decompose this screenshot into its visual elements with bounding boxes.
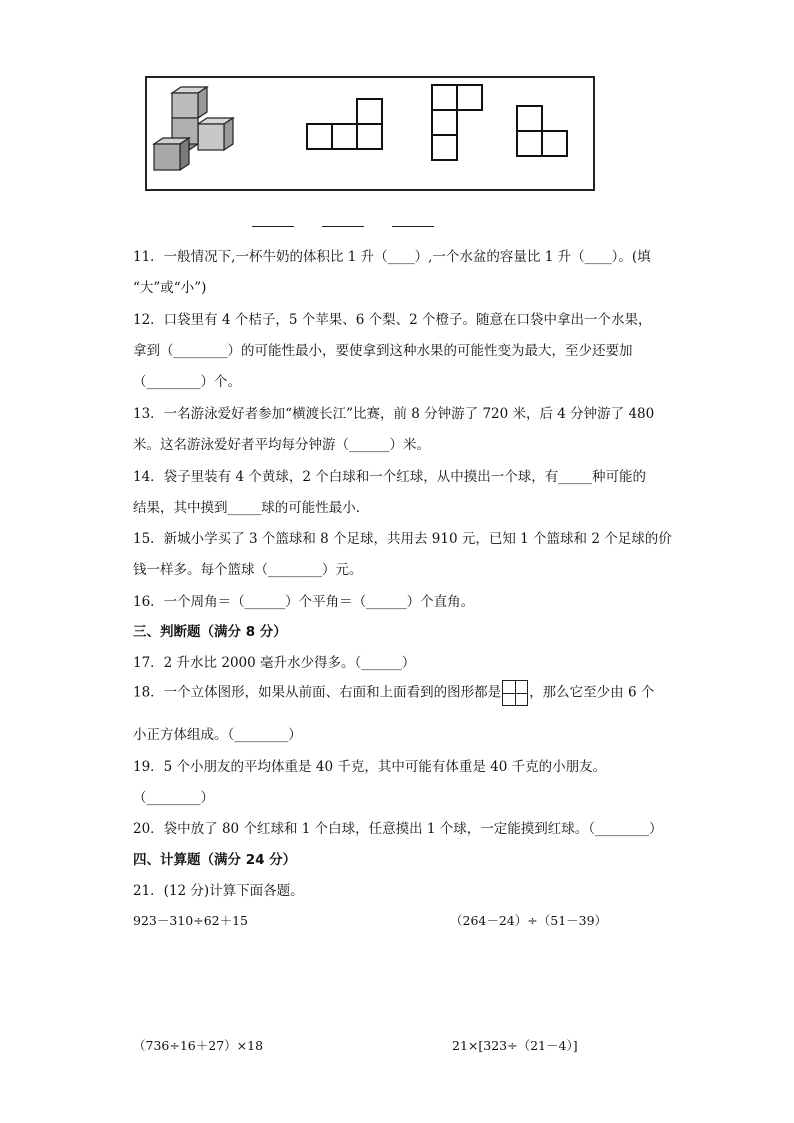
front-view-drawing xyxy=(307,99,382,149)
top-view-drawing xyxy=(517,106,567,156)
views-figure xyxy=(147,78,593,189)
question-12-line-2: 拿到（________）的可能性最小，要使拿到这种水果的可能性变为最大，至少还要加 xyxy=(133,343,633,359)
question-18-line-2: 小正方体组成。（________） xyxy=(133,727,302,743)
question-19-line-2: （________） xyxy=(133,790,214,806)
calc-expression-4: 21×[323÷（21－4）] xyxy=(452,1038,578,1053)
question-14-line-1: 14．袋子里装有 4 个黄球，2 个白球和一个红球，从中摸出一个球，有_____种可能的 xyxy=(133,469,646,485)
question-13-line-2: 米。这名游泳爱好者平均每分钟游（______）米。 xyxy=(133,437,430,453)
answer-blank-1[interactable] xyxy=(252,226,294,227)
question-17-line-1: 17．2 升水比 2000 毫升水少得多。（______） xyxy=(133,655,416,671)
grid-square-icon xyxy=(502,680,528,706)
question-12-line-3: （________）个。 xyxy=(133,374,241,390)
question-21-line-1: 21．(12 分)计算下面各题。 xyxy=(133,883,304,899)
calc-expression-1: 923－310÷62＋15 xyxy=(133,913,249,928)
answer-blank-3[interactable] xyxy=(392,226,434,227)
section-4-title: 四、计算题（满分 24 分） xyxy=(133,852,297,868)
side-view-drawing xyxy=(432,85,482,160)
question-11-line-2: “大”或“小”) xyxy=(133,280,207,296)
question-15-line-1: 15．新城小学买了 3 个篮球和 8 个足球，共用去 910 元，已知 1 个篮球和 2 个足球的价 xyxy=(133,531,672,547)
question-18-line-1 xyxy=(133,680,654,706)
question-19-line-1: 19．5 个小朋友的平均体重是 40 千克，其中可能有体重是 40 千克的小朋友。 xyxy=(133,759,607,775)
question-15-line-2: 钱一样多。每个篮球（________）元。 xyxy=(133,562,363,578)
question-18-text-b: ，那么它至少由 6 个 xyxy=(529,684,655,701)
answer-blank-2[interactable] xyxy=(322,226,364,227)
calc-expression-2: （264－24）÷（51－39） xyxy=(450,913,608,928)
question-18-text-a: 18．一个立体图形，如果从前面、右面和上面看到的图形都是 xyxy=(133,684,502,701)
section-3-title: 三、判断题（满分 8 分） xyxy=(133,624,287,640)
question-13-line-1: 13．一名游泳爱好者参加“横渡长江”比赛，前 8 分钟游了 720 米，后 4 分钟游了 480 xyxy=(133,406,655,422)
question-11-line-1: 11．一般情况下,一杯牛奶的体积比 1 升（____）,一个水盆的容量比 1 升（____）。(填 xyxy=(133,249,651,265)
question-20-line-1: 20．袋中放了 80 个红球和 1 个白球，任意摸出 1 个球，一定能摸到红球。（________） xyxy=(133,821,663,837)
calc-expression-3: （736÷16＋27）×18 xyxy=(133,1038,264,1053)
cube-stack-drawing xyxy=(154,87,233,170)
question-12-line-1: 12．口袋里有 4 个桔子，5 个苹果、6 个梨、2 个橙子。随意在口袋中拿出一个水果， xyxy=(133,312,652,328)
views-figure-box xyxy=(145,76,595,191)
question-14-line-2: 结果，其中摸到_____球的可能性最小． xyxy=(133,500,370,516)
question-16-line-1: 16．一个周角＝（______）个平角＝（______）个直角。 xyxy=(133,594,475,610)
